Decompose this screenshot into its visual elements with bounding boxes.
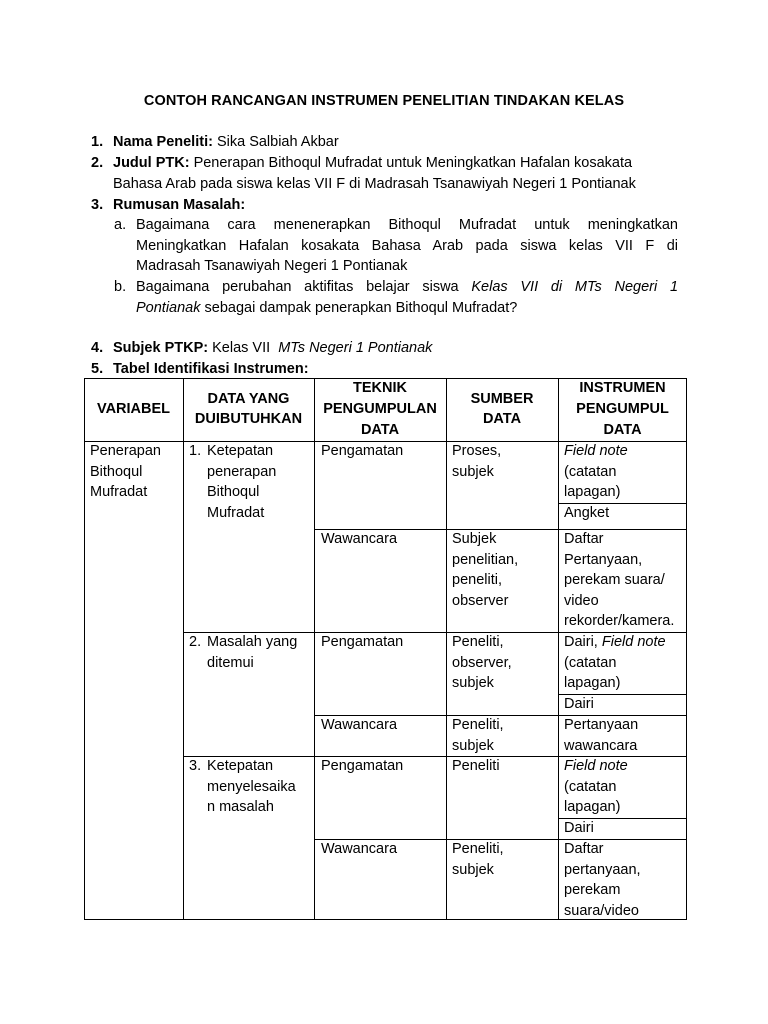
header-variabel: VARIABEL bbox=[96, 401, 171, 417]
sub-item-b-mark: b. bbox=[114, 279, 127, 295]
item-label: Tabel Identifikasi Instrumen: bbox=[113, 361, 309, 377]
instrumen-italic: Field note bbox=[564, 443, 628, 459]
sub-item-b-line-2 bbox=[136, 298, 517, 319]
list-item-judul-ptk bbox=[91, 153, 103, 174]
item-value: Penerapan Bithoqul Mufradat untuk Meningkatkan Hafalan kosakata bbox=[193, 155, 633, 171]
sumber-cell bbox=[452, 839, 504, 880]
data-item-3-number: 3. bbox=[189, 758, 202, 774]
header-sumber-line-2: DATA bbox=[482, 411, 522, 427]
instrumen-cell bbox=[564, 632, 666, 694]
header-instrumen-line-1: INSTRUMEN bbox=[579, 380, 666, 396]
data-line: Ketepatan bbox=[207, 443, 274, 459]
variabel-line: Bithoqul bbox=[90, 463, 143, 480]
sub-item-b-italic: Kelas VII di MTs Negeri 1 bbox=[471, 279, 679, 295]
instrumen-italic: Field note bbox=[601, 634, 666, 650]
sumber-cell bbox=[452, 529, 518, 611]
sumber-line: subjek bbox=[452, 463, 494, 480]
data-line: Mufradat bbox=[207, 504, 265, 521]
teknik-cell: Pengamatan bbox=[321, 758, 404, 774]
rumusan-masalah-label bbox=[113, 195, 245, 216]
instrumen-line: Daftar bbox=[564, 841, 604, 857]
instrumen-cell bbox=[564, 441, 628, 503]
header-teknik-line-1: TEKNIK bbox=[353, 380, 407, 396]
sumber-cell bbox=[452, 715, 504, 756]
data-item-1-number: 1. bbox=[189, 443, 202, 459]
instrumen-line: lapagan) bbox=[564, 675, 621, 691]
header-instrumen-line-2: PENGUMPUL bbox=[576, 401, 669, 417]
instrumen-cell bbox=[564, 756, 628, 818]
sub-item-a-line-1: Bagaimana cara menenerapkan Bithoqul Mufradat untuk meningkatkan bbox=[136, 217, 678, 233]
data-line: menyelesaika bbox=[207, 778, 296, 795]
item-label: Subjek PTKP: bbox=[113, 340, 209, 356]
sumber-line: subjek bbox=[452, 675, 494, 691]
sumber-cell bbox=[452, 632, 512, 694]
instrumen-text: Dairi, bbox=[564, 634, 598, 650]
page-title: CONTOH RANCANGAN INSTRUMEN PENELITIAN TINDAKAN KELAS bbox=[143, 93, 625, 109]
sumber-line: Peneliti, bbox=[452, 634, 504, 650]
sub-item-b-text-2: sebagai dampak penerapkan Bithoqul Mufradat? bbox=[204, 300, 518, 316]
instrumen-cell: Dairi bbox=[564, 696, 594, 712]
header-teknik-line-3: DATA bbox=[360, 422, 400, 438]
teknik-cell: Wawancara bbox=[321, 841, 398, 857]
judul-ptk-line-2: Bahasa Arab pada siswa kelas VII F di Madrasah Tsanawiyah Negeri 1 Pontianak bbox=[113, 176, 636, 192]
teknik-cell: Pengamatan bbox=[321, 634, 404, 650]
item-value-italic: MTs Negeri 1 Pontianak bbox=[278, 340, 433, 356]
subjek-ptkp bbox=[113, 338, 432, 359]
sumber-line: peneliti, bbox=[452, 572, 502, 588]
instrumen-cell: Dairi bbox=[564, 820, 594, 836]
item-label: Nama Peneliti: bbox=[113, 134, 213, 150]
instrumen-line: perekam bbox=[564, 882, 621, 898]
instrumen-cell bbox=[564, 715, 638, 756]
list-item-rumusan-masalah bbox=[91, 195, 103, 216]
item-number: 4. bbox=[91, 340, 104, 356]
table-border-left bbox=[84, 378, 85, 920]
instrumen-line: Daftar bbox=[564, 531, 604, 547]
item-value: Sika Salbiah Akbar bbox=[216, 134, 339, 150]
sumber-line: Subjek bbox=[452, 531, 497, 547]
data-line: penerapan bbox=[207, 463, 277, 480]
sumber-line: Peneliti, bbox=[452, 717, 504, 733]
instrumen-line: rekorder/kamera. bbox=[564, 613, 675, 629]
item-value: Kelas VII bbox=[212, 340, 271, 356]
data-line: Bithoqul bbox=[207, 484, 260, 500]
instrumen-line: Pertanyaan bbox=[564, 717, 639, 733]
data-item-2 bbox=[207, 632, 297, 673]
list-item-nama-peneliti bbox=[91, 132, 103, 153]
data-item-3 bbox=[207, 756, 296, 818]
sub-item-b-line-1 bbox=[136, 277, 678, 298]
header-data-line-1: DATA YANG bbox=[207, 391, 290, 407]
instrumen-line: suara/video bbox=[564, 902, 639, 919]
tabel-label bbox=[113, 359, 309, 380]
header-instrumen-line-3: DATA bbox=[603, 422, 642, 438]
data-line: ditemui bbox=[207, 654, 254, 671]
variabel-cell bbox=[90, 441, 161, 503]
instrumen-italic: Field note bbox=[564, 758, 628, 774]
sub-item-a-mark: a. bbox=[114, 217, 127, 233]
data-item-2-number: 2. bbox=[189, 634, 202, 650]
instrumen-line: pertanyaan, bbox=[564, 861, 641, 878]
item-number: 3. bbox=[91, 197, 104, 213]
sumber-line: Proses, bbox=[452, 443, 502, 459]
data-item-1 bbox=[207, 441, 276, 523]
teknik-cell: Pengamatan bbox=[321, 443, 404, 459]
sumber-line: penelitian, bbox=[452, 551, 519, 568]
instrumen-line: lapagan) bbox=[564, 799, 621, 815]
sub-item-b-italic-2: Pontianak bbox=[136, 300, 201, 316]
variabel-line: Penerapan bbox=[90, 443, 161, 459]
sub-item-a-line-2: Meningkatkan Hafalan kosakata Bahasa Arab pada siswa kelas VII F di bbox=[136, 238, 678, 254]
instrumen-cell bbox=[564, 839, 641, 921]
teknik-cell: Wawancara bbox=[321, 531, 398, 547]
list-item-tabel bbox=[91, 359, 103, 380]
header-teknik-line-2: PENGUMPULAN bbox=[323, 401, 437, 417]
list-item-subjek bbox=[91, 338, 103, 359]
sub-item-a-line-3: Madrasah Tsanawiyah Negeri 1 Pontianak bbox=[136, 258, 408, 274]
item-label: Judul PTK: bbox=[113, 155, 190, 171]
instrumen-line: Pertanyaan, bbox=[564, 551, 643, 568]
data-line: Ketepatan bbox=[207, 758, 274, 774]
instrumen-cell bbox=[564, 529, 674, 632]
sumber-cell bbox=[452, 441, 501, 482]
instrumen-line: (catatan bbox=[564, 463, 617, 480]
table-col-divider bbox=[183, 378, 184, 920]
item-number: 5. bbox=[91, 361, 104, 377]
judul-ptk-line-1 bbox=[113, 153, 632, 174]
nama-peneliti bbox=[113, 132, 339, 153]
instrument-table bbox=[84, 378, 687, 920]
sumber-line: observer, bbox=[452, 654, 512, 671]
data-line: n masalah bbox=[207, 799, 274, 815]
header-data-line-2: DUIBUTUHKAN bbox=[194, 411, 303, 427]
item-number: 1. bbox=[91, 134, 104, 150]
variabel-line: Mufradat bbox=[90, 484, 148, 500]
item-number: 2. bbox=[91, 155, 104, 171]
sub-item-b-text: Bagaimana perubahan aktifitas belajar siswa bbox=[136, 279, 459, 295]
sumber-line: subjek bbox=[452, 737, 494, 754]
instrumen-cell: Angket bbox=[564, 505, 610, 521]
data-line: Masalah yang bbox=[207, 634, 298, 650]
header-sumber-line-1: SUMBER bbox=[470, 391, 534, 407]
teknik-cell: Wawancara bbox=[321, 717, 398, 733]
instrumen-line: lapagan) bbox=[564, 484, 621, 500]
sumber-cell: Peneliti bbox=[452, 758, 500, 774]
instrumen-line: wawancara bbox=[564, 737, 638, 754]
item-label: Rumusan Masalah: bbox=[113, 197, 246, 213]
sumber-line: Peneliti, bbox=[452, 841, 504, 857]
instrumen-line: (catatan bbox=[564, 654, 617, 671]
sumber-line: subjek bbox=[452, 861, 494, 878]
sumber-line: observer bbox=[452, 592, 509, 609]
instrumen-line: (catatan bbox=[564, 778, 617, 795]
instrumen-line: perekam suara/ bbox=[564, 572, 665, 588]
instrumen-line: video bbox=[564, 592, 599, 609]
